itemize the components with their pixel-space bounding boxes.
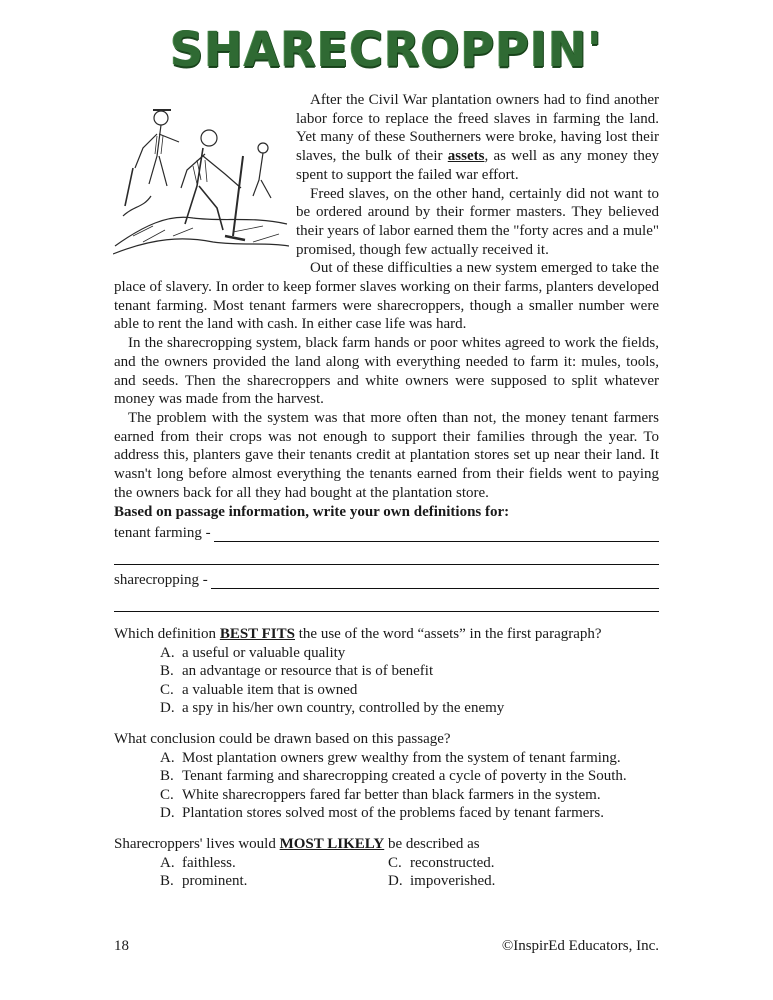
illustration-wrap-space — [114, 91, 296, 273]
passage-paragraph-5: The problem with the system was that more often than not, the money tenant farmers earned from their crops was not enough to support their families through the year. To address this, planters gave their tenants credit at plantation stores set up near their land. It wasn't long before almost everything the tenants earned from their fields went to paying the owners back for all they had bought at the plantation store. — [114, 409, 659, 501]
q3-option-c[interactable]: C. reconstructed. — [388, 854, 495, 871]
q1-option-a[interactable]: A. a useful or valuable quality — [160, 644, 346, 661]
answer-line-tenant-farming[interactable] — [214, 526, 659, 542]
passage-paragraph-1: After the Civil War plantation owners had to find another labor force to replace the freed slaves in farming the land. Yet many of these Southerners were broke, having lost their slaves, the bulk of their assets, as well as any money they spent to support the failed war effort. — [296, 92, 659, 183]
question-2 — [114, 730, 674, 823]
answer-line-sharecropping-2[interactable] — [114, 589, 659, 612]
definition-row-sharecropping — [114, 565, 659, 589]
passage-paragraph-2: Freed slaves, on the other hand, certainly did not want to be ordered around by their former masters. They believed their years of labor earned them the "forty acres and a mule" promised, though few actually received it. — [296, 185, 659, 258]
q1-option-c[interactable]: C. a valuable item that is owned — [160, 681, 358, 698]
q1-option-b[interactable]: B. an advantage or resource that is of benefit — [160, 663, 434, 679]
definitions-section — [114, 503, 659, 612]
question-2-stem: What conclusion could be drawn based on this passage? — [114, 731, 451, 747]
definition-row-tenant-farming — [114, 522, 659, 542]
question-1 — [114, 625, 674, 718]
page-number: 18 — [114, 938, 129, 954]
passage-paragraph-3: Out of these difficulties a new system emerged to take the place of slavery. In order to keep former slaves working on their farms, planters developed tenant farming. Most tenant farmers were sharecroppers, though a smaller number were able to rent the land with cash. In either case life was hard. — [114, 260, 659, 333]
answer-line-sharecropping[interactable] — [211, 573, 659, 589]
answer-line-tenant-farming-2[interactable] — [114, 542, 659, 565]
q2-option-a[interactable]: A. Most plantation owners grew wealthy from the system of tenant farming. — [160, 749, 621, 766]
q3-option-a[interactable]: A. faithless. — [160, 854, 236, 871]
q2-option-b[interactable]: B. Tenant farming and sharecropping created a cycle of poverty in the South. — [160, 768, 627, 784]
question-3 — [114, 835, 674, 891]
definitions-heading: Based on passage information, write your own definitions for: — [114, 504, 510, 520]
question-3-stem: Sharecroppers' lives would MOST LIKELY be described as — [114, 836, 480, 852]
page-title: SHARECROPPIN' — [170, 20, 603, 78]
passage-paragraph-4: In the sharecropping system, black farm hands or poor whites agreed to work the fields, and the owners provided the land along with everything needed to farm it: mules, tools, and seeds. Then the sharecroppers and white owners were supposed to split whatever money was made from the harvest. — [114, 335, 659, 408]
keyword-assets: assets — [447, 148, 485, 165]
q2-option-d[interactable]: D. Plantation stores solved most of the problems faced by tenant farmers. — [160, 805, 604, 821]
term-sharecropping: sharecropping - — [114, 572, 208, 588]
q1-option-d[interactable]: D. a spy in his/her own country, controlled by the enemy — [160, 700, 505, 716]
copyright-notice: ©InspirEd Educators, Inc. — [501, 938, 659, 954]
q2-option-c[interactable]: C. White sharecroppers fared far better than black farmers in the system. — [160, 786, 601, 803]
q3-option-d[interactable]: D. impoverished. — [388, 873, 496, 889]
q3-option-b[interactable]: B. prominent. — [160, 873, 248, 889]
term-tenant-farming: tenant farming - — [114, 525, 211, 541]
passage — [114, 91, 659, 502]
question-1-stem: Which definition BEST FITS the use of the word “assets” in the first paragraph? — [114, 626, 602, 642]
